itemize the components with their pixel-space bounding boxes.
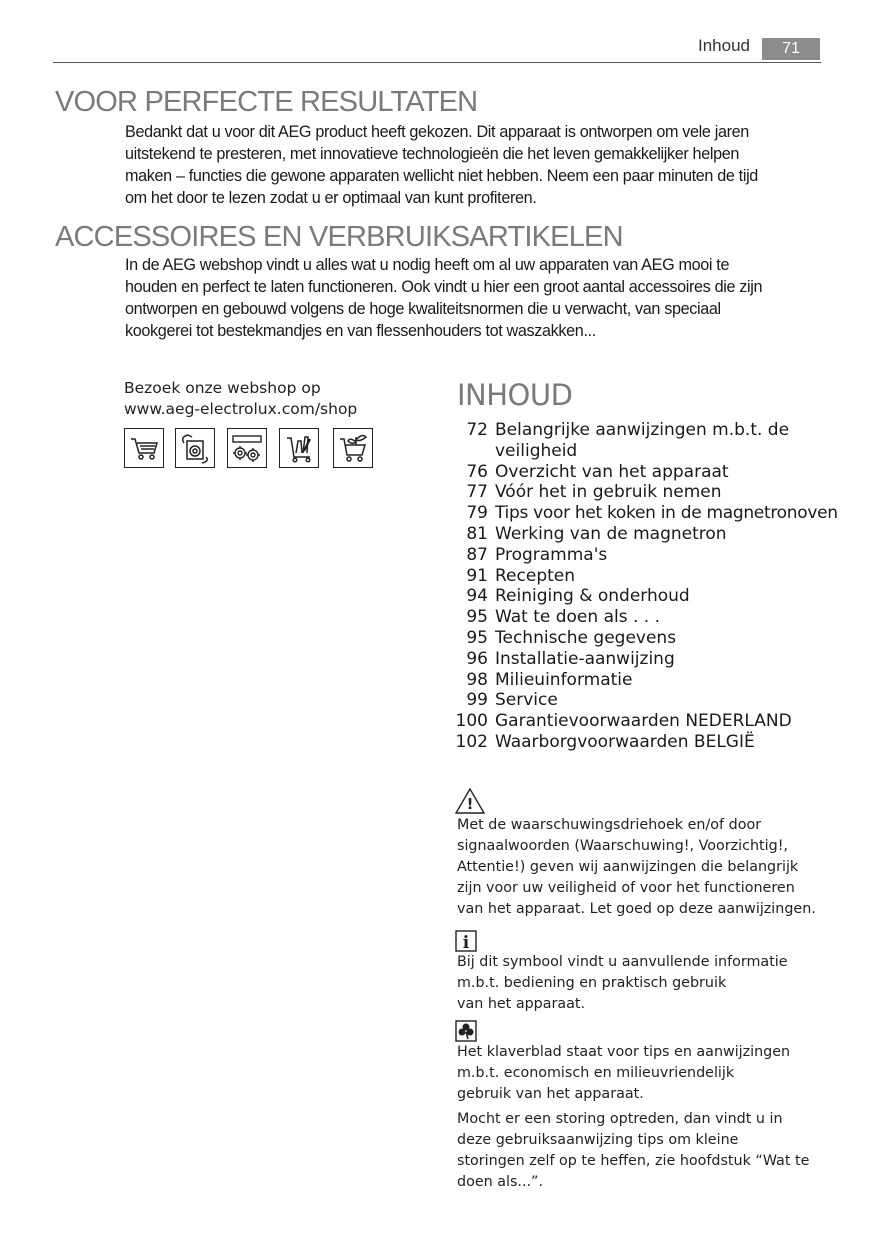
toc-page: 102 xyxy=(455,731,488,752)
info-note xyxy=(457,952,827,1015)
accessories-line: houden en perfect te laten functioneren. Ook vindt u hier een groot aantal accessoires die zijn xyxy=(125,278,763,296)
toc-entry[interactable] xyxy=(452,607,872,628)
toc-entry[interactable] xyxy=(452,711,872,732)
toc-label: Milieuinformatie xyxy=(495,669,633,690)
toc-page: 87 xyxy=(466,544,488,565)
warning-line: zijn voor uw veiligheid of voor het functioneren xyxy=(457,880,795,896)
section-title: Inhoud xyxy=(698,36,750,55)
toc-label: Programma's xyxy=(495,544,608,565)
toc-page: 95 xyxy=(466,607,488,628)
toc-label: Belangrijke aanwijzingen m.b.t. de veiligheid xyxy=(495,420,790,461)
eco-line: Het klaverblad staat voor tips en aanwijzingen xyxy=(457,1044,791,1060)
toc-page: 77 xyxy=(466,482,488,503)
toc-label: Technische gegevens xyxy=(495,627,677,648)
toc-page: 98 xyxy=(466,669,488,690)
accessories-line: In de AEG webshop vindt u alles wat u nodig heeft om al uw apparaten van AEG mooi te xyxy=(125,256,730,274)
toc-page: 72 xyxy=(466,420,488,440)
toc-label: Tips voor het koken in de magnetronoven xyxy=(495,503,838,524)
svg-text:i: i xyxy=(462,933,470,952)
toc-entry[interactable] xyxy=(452,524,872,545)
intro-paragraph xyxy=(125,121,825,209)
toc-entry[interactable] xyxy=(452,649,872,670)
page-number: 71 xyxy=(762,38,820,60)
toc-heading: INHOUD xyxy=(457,378,573,412)
trouble-line: storingen zelf op te heffen, zie hoofdstuk “Wat te xyxy=(457,1153,810,1169)
toc-page: 99 xyxy=(466,690,488,711)
toc-page: 96 xyxy=(466,648,488,669)
toc-entry[interactable] xyxy=(452,566,872,587)
toc-label: Recepten xyxy=(495,565,576,586)
shopping-cart-icon xyxy=(124,428,164,468)
toc-entry[interactable] xyxy=(452,503,872,524)
eco-note xyxy=(457,1042,827,1105)
toc-label: Reiniging & onderhoud xyxy=(495,586,690,607)
toc-entry[interactable] xyxy=(452,690,872,711)
appliance-settings-icon xyxy=(227,428,267,468)
intro-line: om het door te lezen zodat u er optimaal van kunt profiteren. xyxy=(125,189,537,207)
warning-note xyxy=(457,815,827,920)
header-divider xyxy=(53,62,821,63)
intro-line: Bedankt dat u voor dit AEG product heeft gekozen. Dit apparaat is ontworpen om vele jaren xyxy=(125,123,749,141)
toc-page: 81 xyxy=(466,523,488,544)
toc-page: 94 xyxy=(466,586,488,607)
info-line: m.b.t. bediening en praktisch gebruik xyxy=(457,975,727,991)
washing-machine-service-icon xyxy=(175,428,215,468)
toc-entry[interactable] xyxy=(452,628,872,649)
accessories-line: kookgerei tot bestekmandjes en van flessenhouders tot waszakken... xyxy=(125,322,596,340)
toc-label: Waarborgvoorwaarden BELGIË xyxy=(495,731,755,752)
toc-page: 95 xyxy=(466,627,488,648)
info-line: Bij dit symbool vindt u aanvullende informatie xyxy=(457,954,788,970)
toc-page: 100 xyxy=(455,711,488,732)
webshop-text: Bezoek onze webshop op xyxy=(124,379,321,397)
toc-entry[interactable] xyxy=(452,462,872,483)
warning-line: Attentie!) geven wij aanwijzingen die belangrijk xyxy=(457,859,799,875)
toc-label: Werking van de magnetron xyxy=(495,523,727,544)
toc-label: Vóór het in gebruik nemen xyxy=(495,482,722,503)
cart-with-plant-icon xyxy=(333,428,373,468)
toc-page: 76 xyxy=(466,461,488,482)
eco-line: gebruik van het apparaat. xyxy=(457,1086,644,1102)
toc-entry[interactable] xyxy=(452,482,872,503)
warning-line: Met de waarschuwingsdriehoek en/of door xyxy=(457,817,762,833)
toc-label: Wat te doen als . . . xyxy=(495,607,660,628)
webshop-link[interactable]: www.aeg-electrolux.com/shop xyxy=(124,400,358,418)
webshop-block xyxy=(124,378,424,420)
toc-label: Service xyxy=(495,690,558,711)
toc-entry[interactable] xyxy=(452,545,872,566)
accessories-heading: ACCESSOIRES EN VERBRUIKSARTIKELEN xyxy=(55,221,623,253)
eco-line: m.b.t. economisch en milieuvriendelijk xyxy=(457,1065,735,1081)
toc-page: 79 xyxy=(466,503,488,524)
toc-label: Garantievoorwaarden NEDERLAND xyxy=(495,711,792,732)
cleaning-products-icon xyxy=(279,428,319,468)
toc-page: 91 xyxy=(466,565,488,586)
troubleshooting-note xyxy=(457,1109,827,1193)
accessories-line: ontworpen en gebouwd volgens de hoge kwaliteitsnormen die u verwacht, van speciaal xyxy=(125,300,721,318)
trouble-line: doen als...”. xyxy=(457,1174,543,1190)
intro-line: maken – functies die gewone apparaten wellicht niet hebben. Neem een paar minuten de tijd xyxy=(125,167,758,185)
trouble-line: Mocht er een storing optreden, dan vindt u in xyxy=(457,1111,783,1127)
toc-label: Overzicht van het apparaat xyxy=(495,461,729,482)
intro-line: uitstekend te presteren, met innovatieve technologieën die het leven gemakkelijker helpen xyxy=(125,145,740,163)
warning-line: van het apparaat. Let goed op deze aanwijzingen. xyxy=(457,901,816,917)
intro-heading: VOOR PERFECTE RESULTATEN xyxy=(55,86,478,118)
svg-text:!: ! xyxy=(466,795,474,813)
toc-label: Installatie-aanwijzing xyxy=(495,648,675,669)
trouble-line: deze gebruiksaanwijzing tips om kleine xyxy=(457,1132,739,1148)
toc-entry[interactable] xyxy=(452,420,872,462)
accessories-paragraph xyxy=(125,254,825,342)
warning-line: signaalwoorden (Waarschuwing!, Voorzichtig!, xyxy=(457,838,788,854)
toc-list xyxy=(452,420,872,753)
toc-entry[interactable] xyxy=(452,586,872,607)
info-line: van het apparaat. xyxy=(457,996,586,1012)
toc-entry[interactable] xyxy=(452,670,872,691)
toc-entry[interactable] xyxy=(452,732,872,753)
